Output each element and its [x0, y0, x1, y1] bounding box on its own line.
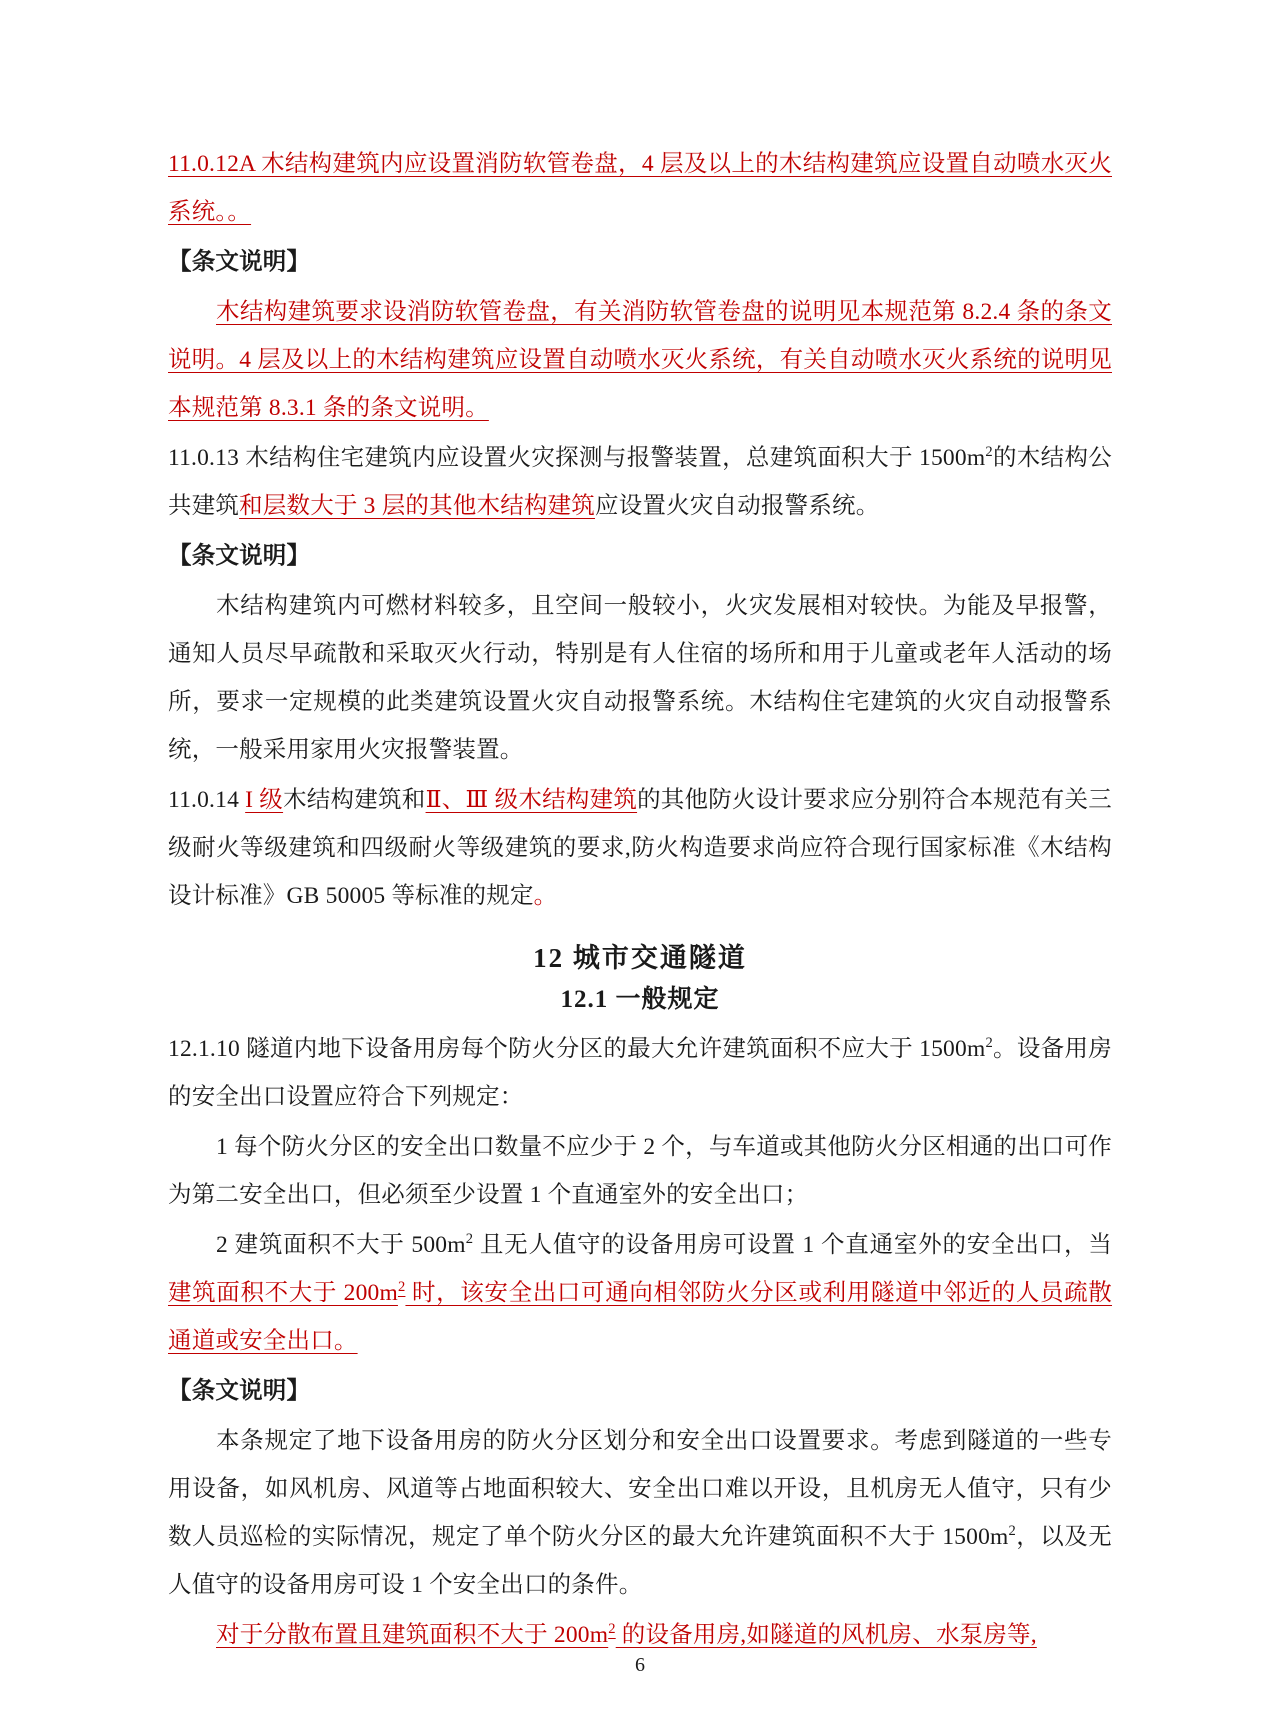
clause-11-0-13-run-1: 11.0.13 木结构住宅建筑内应设置火灾探测与报警装置，总建筑面积大于 1500m — [168, 445, 986, 471]
explanation-revised-sup-1: 2 — [608, 1621, 616, 1638]
item-2-run-4-revised: 时，该安全出口可通向相邻防火分区或利用隧道中邻近的人员疏散通道或安全出口。 — [168, 1280, 1113, 1354]
item-2-sup-2-revised: 2 — [397, 1279, 406, 1296]
document-body — [168, 140, 1112, 1659]
clause-11-0-14-run-5: 的其他防火设计要求应分别符合本规范有关三级耐火等级建筑和四级耐火等级建筑的要求,防火构造要求尚应符合现行国家标准《木结构设计标准》GB 50005 等标准的规定 — [168, 787, 1112, 909]
clause-12-1-10 — [168, 1025, 1112, 1121]
explanation-12-1-10-run-1: 本条规定了地下设备用房的防火分区划分和安全出口设置要求。考虑到隧道的一些专用设备，如风机房、风道等占地面积较大、安全出口难以开设，且机房无人值守，只有少数人员巡检的实际情况，规定了单个防火分区的最大允许建筑面积不大于 1500m — [168, 1428, 1112, 1550]
chapter-title-12: 12 城市交通隧道 — [533, 943, 747, 973]
page-number: 6 — [635, 1654, 645, 1676]
item-2-run-3-revised: 建筑面积不大于 200m — [168, 1280, 398, 1306]
explanation-revised-run-2: 的设备用房,如隧道的风机房、水泵房等, — [615, 1622, 1037, 1648]
clause-11-0-14-run-4-revised: Ⅱ、Ⅲ 级木结构建筑 — [425, 787, 638, 813]
explanation-11-0-12A-text: 木结构建筑要求设消防软管卷盘，有关消防软管卷盘的说明见本规范第 8.2.4 条的条文说明。4 层及以上的木结构建筑应设置自动喷水灭火系统，有关自动喷水灭火系统的说明见本规范第 8.3.1 条的条文说明。 — [168, 299, 1112, 421]
clause-11-0-13-run-2: 的木结构公共建筑 — [168, 445, 1113, 519]
clause-12-1-10-sup-1: 2 — [985, 1035, 993, 1052]
clause-11-0-13 — [168, 434, 1112, 530]
clause-12-1-10-run-2: 。设备用房的安全出口设置应符合下列规定： — [168, 1036, 1113, 1110]
item-2-run-1: 2 建筑面积不大于 500m — [216, 1232, 466, 1258]
clause-11-0-14-run-1: 11.0.14 — [168, 787, 246, 813]
explanation-12-1-10-run-2: ，以及无人值守的设备用房可设 1 个安全出口的条件。 — [168, 1524, 1112, 1598]
clause-12-1-10-run-1: 12.1.10 隧道内地下设备用房每个防火分区的最大允许建筑面积不应大于 1500m — [168, 1036, 986, 1062]
clause-11-0-12A — [168, 140, 1112, 236]
clause-11-0-14 — [168, 776, 1112, 920]
clause-11-0-13-run-3-revised: 和层数大于 3 层的其他木结构建筑 — [239, 493, 596, 519]
explanation-label-1: 【条文说明】 — [168, 249, 311, 275]
explanation-11-0-12A — [168, 288, 1112, 432]
clause-11-0-13-sup-1: 2 — [985, 444, 993, 461]
explanation-12-1-10-sup-1: 2 — [1008, 1523, 1016, 1540]
explanation-12-1-10-revised — [168, 1611, 1112, 1659]
item-2-sup-1: 2 — [465, 1231, 474, 1248]
clause-12-1-10-item-2 — [168, 1221, 1112, 1365]
section-title-12-1: 12.1 一般规定 — [560, 986, 720, 1013]
clause-11-0-14-run-3: 木结构建筑和 — [283, 787, 426, 813]
clause-11-0-14-run-6-revised: 。 — [533, 883, 558, 909]
explanation-11-0-13: 木结构建筑内可燃材料较多，且空间一般较小，火灾发展相对较快。为能及早报警，通知人员尽早疏散和采取灭火行动，特别是有人住宿的场所和用于儿童或老年人活动的场所，要求一定规模的此类建筑设置火灾自动报警系统。木结构住宅建筑的火灾自动报警系统，一般采用家用火灾报警装置。 — [168, 593, 1112, 763]
clause-12-1-10-item-1: 1 每个防火分区的安全出口数量不应少于 2 个，与车道或其他防火分区相通的出口可作为第二安全出口，但必须至少设置 1 个直通室外的安全出口； — [168, 1134, 1112, 1208]
clause-11-0-13-run-4: 应设置火灾自动报警系统。 — [595, 493, 880, 519]
explanation-revised-run-1: 对于分散布置且建筑面积不大于 200m — [216, 1622, 609, 1648]
item-2-run-2: 且无人值守的设备用房可设置 1 个直通室外的安全出口，当 — [473, 1232, 1112, 1258]
explanation-label-3: 【条文说明】 — [168, 1378, 311, 1404]
clause-11-0-14-run-2-revised: I 级 — [245, 787, 284, 813]
explanation-label-2: 【条文说明】 — [168, 543, 311, 569]
explanation-12-1-10 — [168, 1417, 1112, 1609]
clause-11-0-12A-text: 11.0.12A 木结构建筑内应设置消防软管卷盘，4 层及以上的木结构建筑应设置自动喷水灭火系统。。 — [168, 151, 1112, 225]
